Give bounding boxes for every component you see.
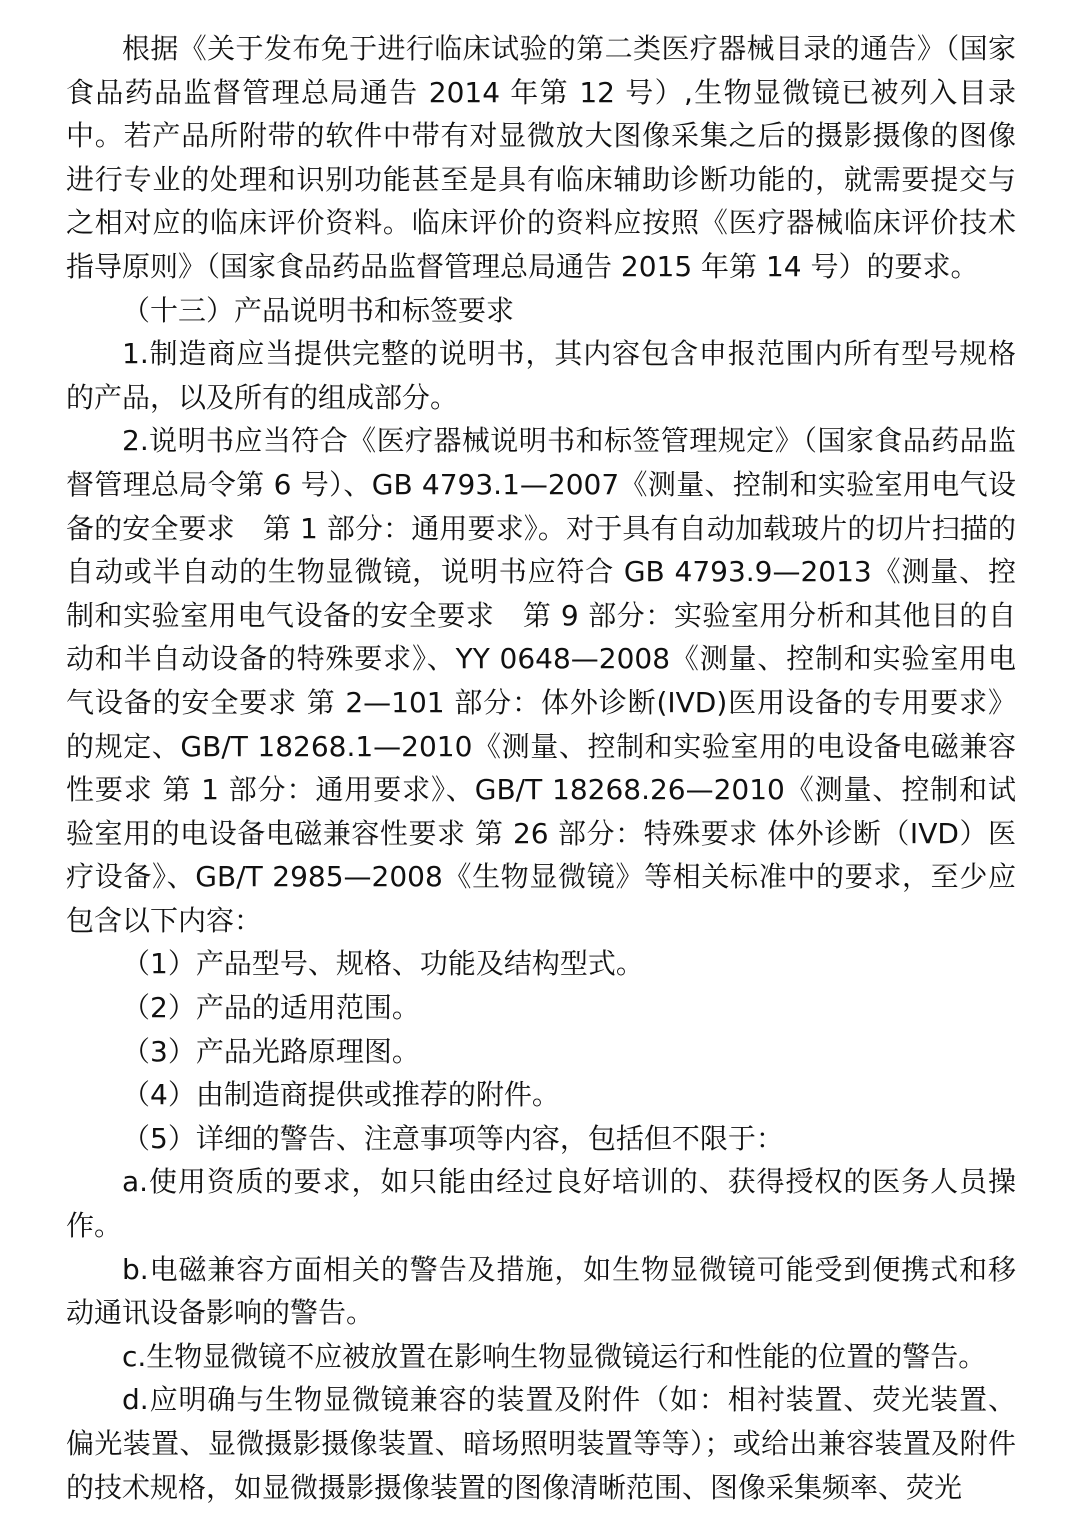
list-item: （1）产品型号、规格、功能及结构型式。 (122, 947, 644, 981)
paragraph-2: 2.说明书应当符合《医疗器械说明书和标签管理规定》（国家食品药品监督管理总局令第 6 号）、GB 4793.1—2007《测量、控制和实验室用电气设备的安全要求 第 1 部分：通用要求》。对于具有自动加载玻片的切片扫描的自动或半自动的生物显微镜，说明书应符合 GB 4793.9—2013《测量、控制和实验室用电气设备的安全要求 第 9 部分：实验室用分析和其他目的自动和半自动设备的特殊要求》、YY 0648—2008《测量、控制和实验室用电气设备的安全要求 第 2—101 部分：体外诊断(IVD)医用设备的专用要求》的规定、GB/T 18268.1—2010《测量、控制和实验室用的电设备电磁兼容性要求 第 1 部分：通用要求》、GB/T 18268.26—2010《测量、控制和试验室用的电设备电磁兼容性要求 第 26 部分：特殊要求 体外诊断（IVD）医疗设备》、GB/T 2985—2008《生物显微镜》等相关标准中的要求，至少应包含以下内容： (66, 424, 1016, 937)
list-item: （2）产品的适用范围。 (122, 991, 420, 1025)
section-heading: （十三）产品说明书和标签要求 (122, 293, 515, 327)
list-item: （5）详细的警告、注意事项等内容，包括但不限于： (122, 1121, 784, 1155)
list-item: （3）产品光路原理图。 (122, 1034, 420, 1068)
sub-item-a: a.使用资质的要求，如只能由经过良好培训的、获得授权的医务人员操作。 (66, 1165, 1016, 1243)
document-page (66, 27, 1016, 1509)
intro-paragraph: 根据《关于发布免于进行临床试验的第二类医疗器械目录的通告》（国家食品药品监督管理总局通告 2014 年第 12 号）,生物显微镜已被列入目录中。若产品所附带的软件中带有对显微放大图像采集之后的摄影摄像的图像进行专业的处理和识别功能甚至是具有临床辅助诊断功能的，就需要提交与之相对应的临床评价资料。临床评价的资料应按照《医疗器械临床评价技术指导原则》（国家食品药品监督管理总局通告 2015 年第 14 号）的要求。 (66, 32, 1016, 283)
paragraph-1: 1.制造商应当提供完整的说明书，其内容包含申报范围内所有型号规格的产品，以及所有的组成部分。 (66, 337, 1016, 414)
sub-item-d: d.应明确与生物显微镜兼容的装置及附件（如：相衬装置、荧光装置、偏光装置、显微摄影摄像装置、暗场照明装置等等）；或给出兼容装置及附件的技术规格，如显微摄影摄像装置的图像清晰范围、图像采集频率、荧光 (66, 1383, 1016, 1504)
sub-item-b: b.电磁兼容方面相关的警告及措施，如生物显微镜可能受到便携式和移动通讯设备影响的警告。 (66, 1252, 1016, 1330)
list-item: （4）由制造商提供或推荐的附件。 (122, 1078, 560, 1112)
sub-item-c: c.生物显微镜不应被放置在影响生物显微镜运行和性能的位置的警告。 (122, 1339, 987, 1373)
